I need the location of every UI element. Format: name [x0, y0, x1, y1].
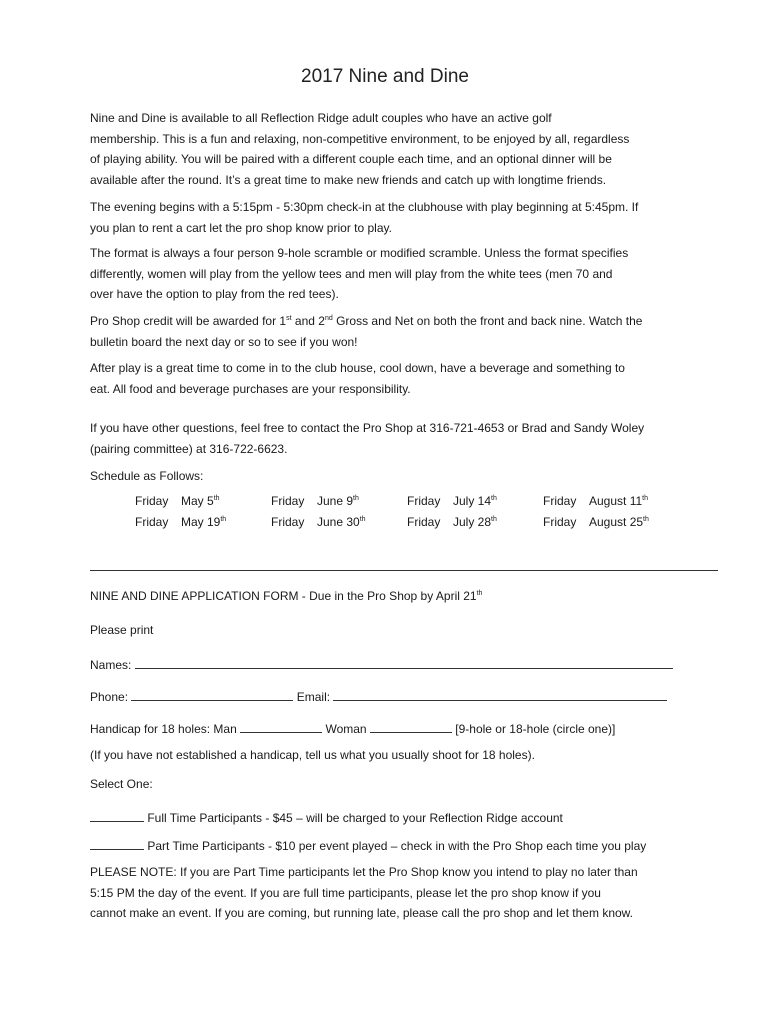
- please-note-paragraph: [90, 862, 690, 924]
- intro-paragraph: [90, 108, 690, 190]
- handicap-label: Handicap for 18 holes: Man: [90, 722, 237, 736]
- text-line: bulletin board the next day or so to see if you won!: [90, 334, 358, 349]
- text-line: Pro Shop credit will be awarded for 1st and 2nd Gross and Net on both the front and back nine. Watch the: [90, 314, 643, 328]
- schedule-entry: Friday May 19th: [135, 515, 227, 529]
- text-line: (pairing committee) at 316-722-6623.: [90, 441, 288, 456]
- names-row: [90, 656, 673, 672]
- text-line: you plan to rent a cart let the pro shop know prior to play.: [90, 220, 392, 235]
- text-line: over have the option to play from the red tees).: [90, 287, 339, 301]
- part-time-checkbox-field[interactable]: [90, 837, 144, 850]
- email-label: Email:: [296, 690, 331, 704]
- credit-paragraph: [90, 311, 690, 352]
- schedule-column: [135, 494, 265, 536]
- text-line: The evening begins with a 5:15pm - 5:30pm check-in at the clubhouse with play beginning at 5:45pm. If: [90, 200, 639, 214]
- schedule-entry: Friday August 11th: [543, 494, 648, 508]
- schedule-entry: Friday August 25th: [543, 515, 649, 529]
- text-line: If you have other questions, feel free to contact the Pro Shop at 316-721-4653 or Brad and Sandy Woley: [90, 421, 645, 435]
- schedule-entry: Friday July 28th: [407, 515, 497, 529]
- part-time-label: Part Time Participants - $10 per event played – check in with the Pro Shop each time you play: [147, 839, 647, 853]
- select-one-label: Select One:: [90, 777, 153, 791]
- schedule-column: [407, 494, 537, 536]
- contact-row: [90, 688, 667, 704]
- text-line: cannot make an event. If you are coming, but running late, please call the pro shop and let them know.: [90, 906, 633, 920]
- format-paragraph: [90, 243, 690, 305]
- schedule-entry: Friday July 14th: [407, 494, 497, 508]
- schedule-column: [271, 494, 401, 536]
- names-field[interactable]: [135, 656, 673, 669]
- text-line: 5:15 PM the day of the event. If you are full time participants, please let the pro shop know if you: [90, 885, 601, 900]
- email-field[interactable]: [333, 688, 667, 701]
- text-line: available after the round. It’s a great time to make new friends and catch up with longtime friends.: [90, 172, 607, 187]
- schedule-entry: Friday May 5th: [135, 494, 220, 508]
- phone-field[interactable]: [131, 688, 293, 701]
- text-line: Nine and Dine is available to all Reflection Ridge adult couples who have an active golf: [90, 111, 552, 125]
- evening-paragraph: [90, 197, 690, 238]
- woman-label: Woman: [325, 722, 367, 736]
- text-line: membership. This is a fun and relaxing, non-competitive environment, to be enjoyed by all, regardless: [90, 131, 630, 146]
- text-line: of playing ability. You will be paired with a different couple each time, and an optional dinner will be: [90, 152, 612, 166]
- form-heading: NINE AND DINE APPLICATION FORM - Due in the Pro Shop by April 21th: [90, 589, 483, 603]
- part-time-option: [90, 837, 646, 853]
- text-line: After play is a great time to come in to the club house, cool down, have a beverage and something to: [90, 361, 625, 375]
- text-line: differently, women will play from the yellow tees and men will play from the white tees (men 70 and: [90, 266, 613, 281]
- phone-label: Phone:: [90, 690, 129, 704]
- full-time-label: Full Time Participants - $45 – will be charged to your Reflection Ridge account: [147, 811, 563, 825]
- full-time-checkbox-field[interactable]: [90, 809, 144, 822]
- page-title: 2017 Nine and Dine: [301, 66, 469, 87]
- full-time-option: [90, 809, 563, 825]
- text-line: PLEASE NOTE: If you are Part Time participants let the Pro Shop know you intend to play no later than: [90, 865, 638, 879]
- schedule-heading: Schedule as Follows:: [90, 469, 204, 483]
- handicap-row: [90, 720, 615, 736]
- names-label: Names:: [90, 658, 132, 672]
- contact-paragraph: [90, 418, 690, 459]
- text-line: eat. All food and beverage purchases are your responsibility.: [90, 381, 411, 396]
- schedule-column: [543, 494, 673, 536]
- hole-choice-label: [9-hole or 18-hole (circle one)]: [455, 722, 616, 736]
- after-paragraph: [90, 358, 690, 399]
- section-divider: [90, 570, 718, 571]
- handicap-woman-field[interactable]: [370, 720, 452, 733]
- handicap-note: (If you have not established a handicap, tell us what you usually shoot for 18 holes).: [90, 748, 535, 762]
- schedule-entry: Friday June 9th: [271, 494, 359, 508]
- please-print-label: Please print: [90, 623, 154, 637]
- handicap-man-field[interactable]: [240, 720, 322, 733]
- schedule-entry: Friday June 30th: [271, 515, 366, 529]
- text-line: The format is always a four person 9-hole scramble or modified scramble. Unless the format specifies: [90, 246, 629, 260]
